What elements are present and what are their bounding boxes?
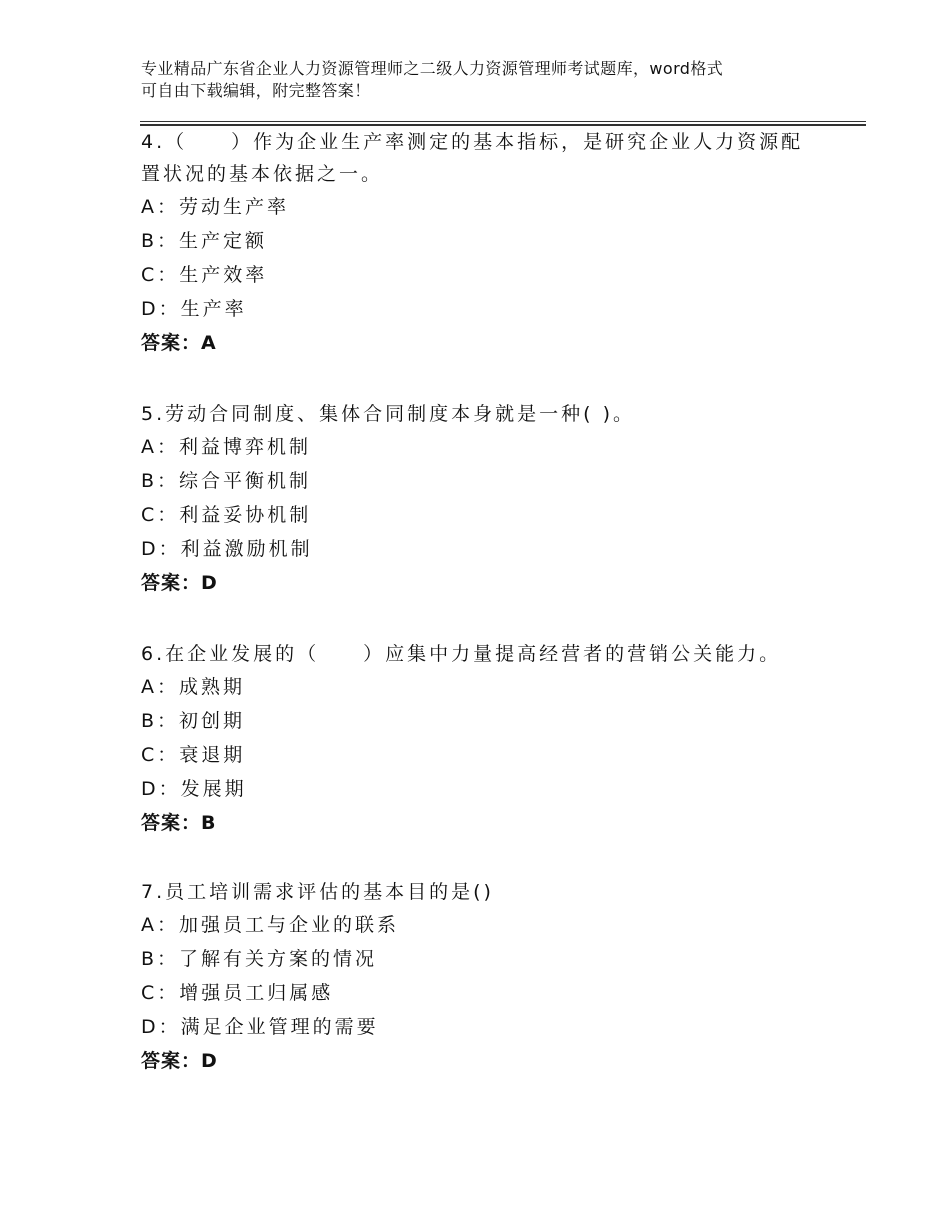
document-header	[141, 58, 841, 102]
option-d: D：发展期	[141, 778, 247, 800]
question-stem: 6.在企业发展的（ ）应集中力量提高经营者的营销公关能力。	[141, 643, 782, 665]
option-a: A：利益博弈机制	[141, 436, 311, 458]
option-d: D：生产率	[141, 298, 247, 320]
question-block	[141, 128, 821, 360]
answer-value: D	[201, 1050, 218, 1072]
answer-label: 答案：	[141, 332, 202, 354]
option-c: C：生产效率	[141, 264, 268, 286]
question-block	[141, 400, 821, 600]
question-stem: 7.员工培训需求评估的基本目的是()	[141, 881, 494, 903]
answer-label: 答案：	[141, 812, 202, 834]
option-a: A：成熟期	[141, 676, 245, 698]
answer-line	[141, 326, 821, 360]
answer-line	[141, 1044, 821, 1078]
answer-label: 答案：	[141, 1050, 202, 1072]
question-stem: 5.劳动合同制度、集体合同制度本身就是一种( )。	[141, 403, 635, 425]
question-block	[141, 878, 821, 1078]
option-d: D：利益激励机制	[141, 538, 313, 560]
header-line-1: 专业精品广东省企业人力资源管理师之二级人力资源管理师考试题库，word格式	[141, 59, 724, 78]
question-block	[141, 640, 821, 840]
answer-value: D	[201, 572, 218, 594]
option-a: A：劳动生产率	[141, 196, 289, 218]
option-b: B：了解有关方案的情况	[141, 948, 378, 970]
answer-line	[141, 566, 821, 600]
answer-value: A	[201, 332, 217, 354]
option-a: A：加强员工与企业的联系	[141, 914, 399, 936]
option-d: D：满足企业管理的需要	[141, 1016, 379, 1038]
question-stem: 4.（ ）作为企业生产率测定的基本指标，是研究企业人力资源配置状况的基本依据之一。	[141, 131, 804, 185]
option-c: C：衰退期	[141, 744, 246, 766]
header-divider-thin	[140, 121, 866, 122]
option-c: C：利益妥协机制	[141, 504, 312, 526]
option-c: C：增强员工归属感	[141, 982, 334, 1004]
option-b: B：综合平衡机制	[141, 470, 312, 492]
answer-label: 答案：	[141, 572, 202, 594]
answer-value: B	[201, 812, 217, 834]
header-line-2: 可自由下载编辑，附完整答案！	[141, 81, 371, 100]
option-b: B：初创期	[141, 710, 246, 732]
answer-line	[141, 806, 821, 840]
option-b: B：生产定额	[141, 230, 268, 252]
